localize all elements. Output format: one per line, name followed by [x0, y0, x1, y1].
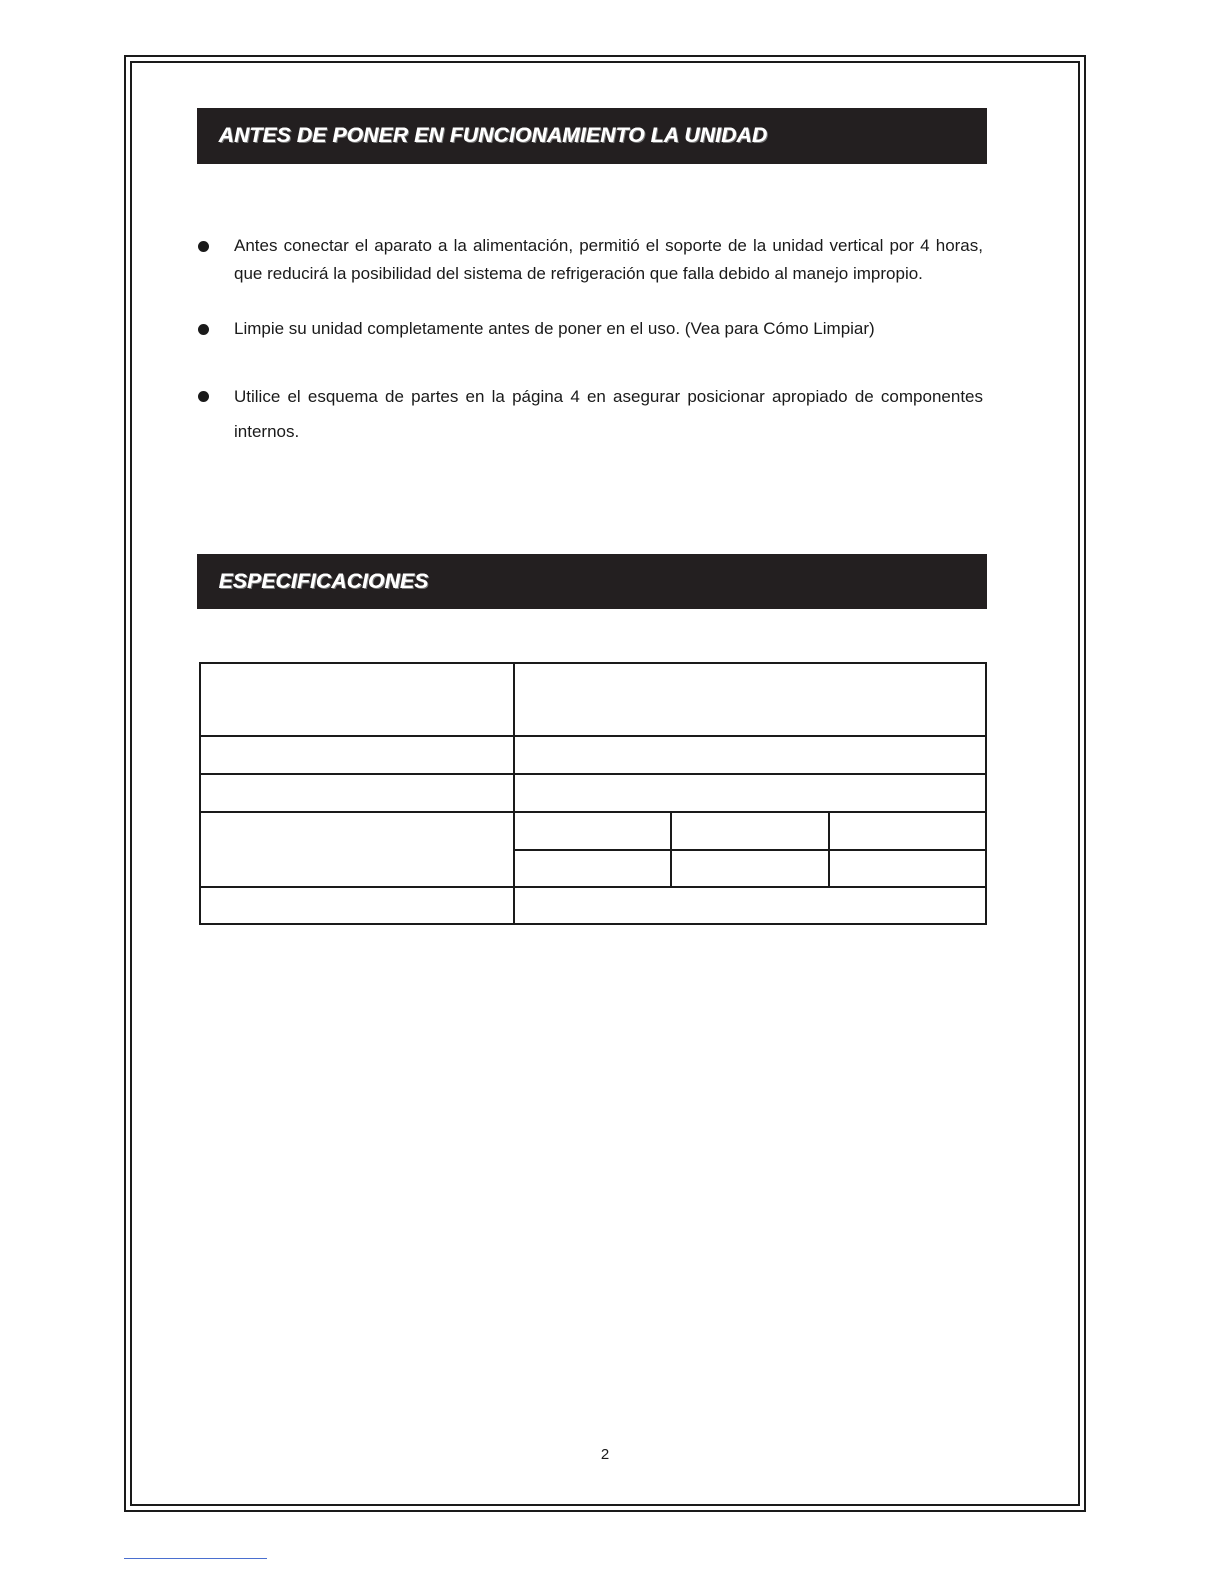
section-header-before-operation: [197, 108, 987, 164]
list-item: [197, 315, 983, 343]
list-item-text: Antes conectar el aparato a la alimentación, permitió el soporte de la unidad vertical por 4 horas, que reducirá la posibilidad del sistema de refrigeración que falla debido al manejo impropio.: [234, 236, 983, 283]
table-rule: [199, 662, 987, 664]
table-rule: [199, 923, 987, 925]
section-title: ANTES DE PONER EN FUNCIONAMIENTO LA UNIDAD: [219, 124, 768, 147]
instructions-list: [197, 232, 983, 449]
table-rule: [985, 662, 987, 925]
bullet-icon: [198, 241, 209, 252]
table-rule: [199, 886, 987, 888]
table-rule: [513, 662, 515, 925]
list-item: [197, 232, 983, 288]
link-underline: [124, 1558, 267, 1559]
table-rule: [514, 849, 987, 851]
bullet-icon: [198, 391, 209, 402]
list-item-text: Utilice el esquema de partes en la página 4 en asegurar posicionar apropiado de componentes internos.: [234, 387, 983, 441]
list-item-text: Limpie su unidad completamente antes de poner en el uso. (Vea para Cómo Limpiar): [234, 319, 875, 338]
table-rule: [670, 811, 672, 888]
list-item: [197, 379, 983, 449]
page-number: 2: [600, 1446, 610, 1463]
table-rule: [199, 735, 987, 737]
section-title: ESPECIFICACIONES: [219, 569, 429, 593]
table-rule: [199, 811, 987, 813]
table-rule: [199, 773, 987, 775]
table-rule: [828, 811, 830, 888]
section-header-specifications: [197, 554, 987, 609]
specifications-table: [199, 662, 987, 925]
bullet-icon: [198, 324, 209, 335]
table-rule: [199, 662, 201, 925]
